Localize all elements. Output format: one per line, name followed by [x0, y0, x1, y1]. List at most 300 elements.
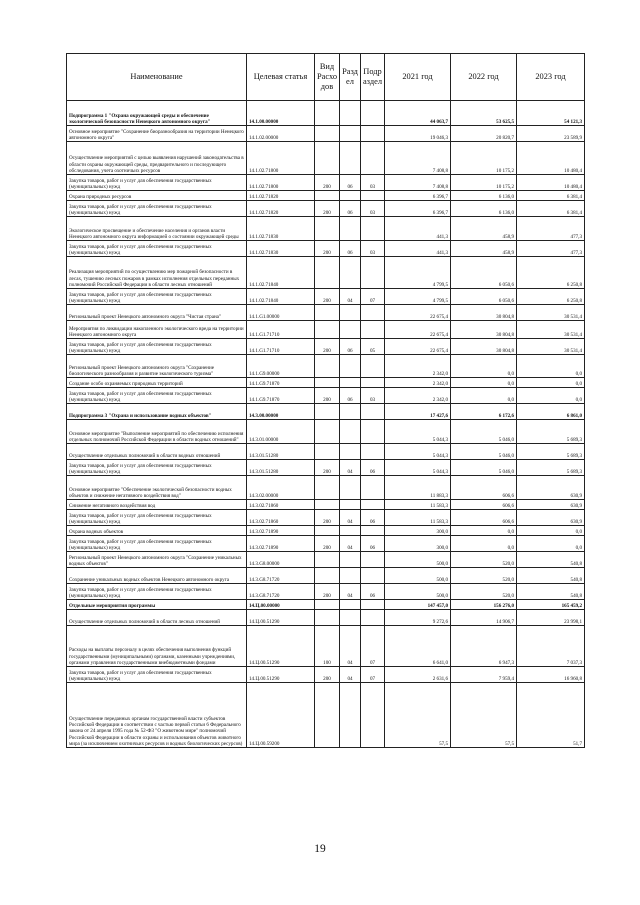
row-section [340, 444, 361, 460]
row-subsection [361, 568, 385, 584]
row-amount-2023: 51,7 [517, 683, 585, 748]
row-section [340, 600, 361, 610]
row-subsection [361, 217, 385, 241]
row-amount-2023: 5 689,3 [517, 444, 585, 460]
row-amount-2021: 6 396,7 [385, 191, 451, 201]
row-section [340, 355, 361, 378]
row-amount-2022: 6 947,3 [451, 626, 517, 667]
row-amount-2022: 14 906,7 [451, 610, 517, 626]
row-expense-type [315, 217, 340, 241]
row-name: Закупка товаров, работ и услуг для обеспечения государственных (муниципальных) нужд [67, 241, 247, 257]
row-name: Реализация мероприятий по осуществлению мер пожарной безопасности в лесах, тушению лесных пожаров в рамках исполнения отдельных переданных полномочий Российской Федерации в области лесных отношений [67, 257, 247, 289]
row-name: Основное мероприятие "Выполнение мероприятий по обеспечению исполнения отдельных полномочий Российской Федерации в области водных отношений" [67, 420, 247, 444]
row-section: 04 [340, 626, 361, 667]
row-amount-2022: 57,5 [451, 683, 517, 748]
row-section: 06 [340, 201, 361, 217]
row-subsection [361, 476, 385, 500]
row-name: Подпрограмма 3 "Охрана и использование водных объектов" [67, 404, 247, 420]
row-amount-2022: 30 804,8 [451, 321, 517, 339]
row-expense-type [315, 420, 340, 444]
row-expense-type [315, 378, 340, 388]
row-subsection [361, 420, 385, 444]
row-amount-2022: 606,6 [451, 510, 517, 526]
table-row [67, 101, 585, 126]
row-expense-type [315, 500, 340, 510]
row-amount-2021: 11 583,3 [385, 500, 451, 510]
row-expense-type [315, 683, 340, 748]
row-amount-2022: 520,0 [451, 568, 517, 584]
row-target-article: 14.1.02.00000 [247, 126, 315, 142]
row-amount-2021: 11 583,3 [385, 510, 451, 526]
row-expense-type [315, 444, 340, 460]
row-subsection: 03 [361, 201, 385, 217]
table-row [67, 460, 585, 476]
row-amount-2022: 7 959,4 [451, 667, 517, 683]
row-amount-2022: 5 046,0 [451, 444, 517, 460]
row-amount-2021: 4 799,5 [385, 289, 451, 305]
table-row [67, 378, 585, 388]
row-amount-2023: 630,9 [517, 510, 585, 526]
row-section [340, 191, 361, 201]
row-amount-2023: 5 689,3 [517, 460, 585, 476]
row-expense-type [315, 355, 340, 378]
row-name: Мероприятия по ликвидации накопленного экологического вреда на территории Ненецкого автономного округа [67, 321, 247, 339]
table-row [67, 142, 585, 175]
row-expense-type [315, 142, 340, 175]
row-name: Закупка товаров, работ и услуг для обеспечения государственных (муниципальных) нужд [67, 339, 247, 355]
row-name: Сохранение уникальных водных объектов Ненецкого автономного округа [67, 568, 247, 584]
row-target-article: 14.1.02.71840 [247, 257, 315, 289]
row-target-article: 14.Ц.00.51290 [247, 610, 315, 626]
row-name: Закупка товаров, работ и услуг для обеспечения государственных (муниципальных) нужд [67, 175, 247, 191]
row-amount-2023: 477,3 [517, 217, 585, 241]
row-amount-2022: 10 175,2 [451, 175, 517, 191]
row-section [340, 142, 361, 175]
table-row [67, 683, 585, 748]
row-target-article: 14.Ц.00.59200 [247, 683, 315, 748]
row-amount-2023: 6 250,8 [517, 289, 585, 305]
row-amount-2021: 300,0 [385, 536, 451, 552]
row-amount-2022: 5 046,0 [451, 420, 517, 444]
table-row [67, 355, 585, 378]
row-amount-2022: 20 820,7 [451, 126, 517, 142]
row-section [340, 305, 361, 321]
row-target-article: 14.Ц.00.00000 [247, 600, 315, 610]
row-amount-2023: 0,0 [517, 378, 585, 388]
row-expense-type [315, 404, 340, 420]
row-amount-2021: 22 675,4 [385, 339, 451, 355]
row-subsection [361, 526, 385, 536]
header-year-2021: 2021 год [385, 54, 451, 101]
row-amount-2023: 630,9 [517, 476, 585, 500]
row-target-article: 14.1.G9.71870 [247, 378, 315, 388]
row-subsection [361, 191, 385, 201]
row-amount-2021: 2 342,0 [385, 355, 451, 378]
row-expense-type [315, 126, 340, 142]
row-amount-2023: 30 531,4 [517, 339, 585, 355]
row-amount-2022: 30 804,8 [451, 305, 517, 321]
row-amount-2022: 520,0 [451, 584, 517, 600]
table-row [67, 626, 585, 667]
row-subsection: 07 [361, 289, 385, 305]
row-section: 04 [340, 584, 361, 600]
row-amount-2023: 630,9 [517, 500, 585, 510]
row-name: Снижение негативного воздействия вод [67, 500, 247, 510]
row-amount-2022: 6 050,6 [451, 289, 517, 305]
row-amount-2022: 0,0 [451, 388, 517, 404]
page-number: 19 [314, 843, 326, 855]
row-amount-2021: 2 631,6 [385, 667, 451, 683]
row-target-article: 14.1.02.71830 [247, 217, 315, 241]
row-amount-2022: 6 172,6 [451, 404, 517, 420]
row-section [340, 552, 361, 568]
row-name: Охрана природных ресурсов [67, 191, 247, 201]
row-target-article: 14.3.02.71890 [247, 536, 315, 552]
table-row [67, 241, 585, 257]
table-row [67, 404, 585, 420]
row-section [340, 476, 361, 500]
row-target-article: 14.1.G9.71870 [247, 388, 315, 404]
table-row [67, 526, 585, 536]
table-row [67, 536, 585, 552]
budget-table-wrapper [66, 53, 585, 748]
row-amount-2022: 6 050,6 [451, 257, 517, 289]
row-name: Региональный проект Ненецкого автономного округа "Сохранение биологического разнообразия и развитие экологического туризма" [67, 355, 247, 378]
row-target-article: 14.1.02.71830 [247, 241, 315, 257]
row-expense-type [315, 600, 340, 610]
row-amount-2023: 6 381,4 [517, 191, 585, 201]
table-row [67, 552, 585, 568]
row-amount-2023: 540,8 [517, 568, 585, 584]
row-subsection: 03 [361, 241, 385, 257]
row-target-article: 14.1.02.71820 [247, 191, 315, 201]
row-subsection [361, 552, 385, 568]
row-amount-2021: 4 799,5 [385, 257, 451, 289]
row-name: Охрана водных объектов [67, 526, 247, 536]
row-expense-type: 200 [315, 510, 340, 526]
table-row [67, 339, 585, 355]
row-amount-2023: 10 480,4 [517, 175, 585, 191]
row-amount-2023: 6 381,4 [517, 201, 585, 217]
row-expense-type: 200 [315, 339, 340, 355]
row-amount-2023: 54 121,3 [517, 101, 585, 126]
row-amount-2023: 477,3 [517, 241, 585, 257]
row-expense-type: 200 [315, 460, 340, 476]
table-row [67, 217, 585, 241]
table-row [67, 568, 585, 584]
row-amount-2023: 165 459,2 [517, 600, 585, 610]
table-row [67, 584, 585, 600]
row-subsection [361, 500, 385, 510]
row-name: Подпрограмма 1 "Охрана окружающей среды и обеспечение экологической безопасности Ненецкого автономного округа" [67, 101, 247, 126]
row-section [340, 526, 361, 536]
row-section [340, 683, 361, 748]
row-amount-2023: 30 531,4 [517, 321, 585, 339]
row-expense-type: 200 [315, 289, 340, 305]
row-expense-type: 100 [315, 626, 340, 667]
row-target-article: 14.3.02.00000 [247, 476, 315, 500]
row-subsection [361, 610, 385, 626]
table-row [67, 444, 585, 460]
row-name: Осуществление переданных органам государственной власти субъектов Российской Федерации в соответствии с частью первой статьи 6 Федерального закона от 24 апреля 1995 года № 52-ФЗ "О животном мире" полномочий Российской Федерации в области охраны и использования объектов животного мира (за исключением охотничьих ресурсов и водных биологических ресурсов) [67, 683, 247, 748]
row-amount-2021: 500,0 [385, 552, 451, 568]
row-amount-2023: 10 480,4 [517, 142, 585, 175]
row-amount-2021: 22 675,4 [385, 321, 451, 339]
row-name: Создание особо охраняемых природных территорий [67, 378, 247, 388]
table-header-row [67, 54, 585, 101]
row-subsection [361, 355, 385, 378]
table-row [67, 257, 585, 289]
row-expense-type [315, 610, 340, 626]
row-name: Закупка товаров, работ и услуг для обеспечения государственных (муниципальных) нужд [67, 584, 247, 600]
row-section: 04 [340, 460, 361, 476]
row-amount-2021: 5 044,3 [385, 420, 451, 444]
header-name: Наименование [67, 54, 247, 101]
row-target-article: 14.3.01.51280 [247, 444, 315, 460]
row-amount-2021: 300,0 [385, 526, 451, 536]
row-amount-2023: 540,8 [517, 552, 585, 568]
row-amount-2023: 23 998,1 [517, 610, 585, 626]
row-amount-2022: 0,0 [451, 536, 517, 552]
row-target-article: 14.1.G1.00000 [247, 305, 315, 321]
row-amount-2023: 0,0 [517, 526, 585, 536]
row-section [340, 500, 361, 510]
row-section: 06 [340, 388, 361, 404]
table-row [67, 388, 585, 404]
table-row [67, 175, 585, 191]
row-name: Закупка товаров, работ и услуг для обеспечения государственных (муниципальных) нужд [67, 460, 247, 476]
row-expense-type [315, 321, 340, 339]
row-amount-2022: 6 136,0 [451, 191, 517, 201]
row-subsection: 07 [361, 626, 385, 667]
row-section [340, 126, 361, 142]
row-name: Закупка товаров, работ и услуг для обеспечения государственных (муниципальных) нужд [67, 289, 247, 305]
row-target-article: 14.1.02.71820 [247, 201, 315, 217]
row-amount-2021: 2 342,0 [385, 388, 451, 404]
row-target-article: 14.3.02.71890 [247, 526, 315, 536]
row-section: 04 [340, 667, 361, 683]
row-subsection [361, 142, 385, 175]
row-target-article: 14.1.02.71800 [247, 175, 315, 191]
row-amount-2021: 7 408,8 [385, 142, 451, 175]
row-name: Закупка товаров, работ и услуг для обеспечения государственных (муниципальных) нужд [67, 201, 247, 217]
row-subsection [361, 444, 385, 460]
row-name: Закупка товаров, работ и услуг для обеспечения государственных (муниципальных) нужд [67, 536, 247, 552]
row-subsection: 06 [361, 460, 385, 476]
row-amount-2022: 458,9 [451, 241, 517, 257]
row-expense-type [315, 476, 340, 500]
budget-table [66, 53, 585, 748]
table-row [67, 305, 585, 321]
row-amount-2021: 22 675,4 [385, 305, 451, 321]
row-amount-2023: 23 589,9 [517, 126, 585, 142]
row-target-article: 14.1.02.71800 [247, 142, 315, 175]
row-target-article: 14.1.G1.71710 [247, 321, 315, 339]
table-row [67, 126, 585, 142]
row-amount-2021: 500,0 [385, 568, 451, 584]
row-amount-2021: 9 272,6 [385, 610, 451, 626]
row-expense-type [315, 257, 340, 289]
row-target-article: 14.1.G1.71710 [247, 339, 315, 355]
row-target-article: 14.1.00.00000 [247, 101, 315, 126]
header-subsection: Подр аздел [361, 54, 385, 101]
row-section: 04 [340, 536, 361, 552]
row-target-article: 14.3.01.51280 [247, 460, 315, 476]
row-amount-2023: 540,8 [517, 584, 585, 600]
row-section [340, 321, 361, 339]
row-subsection: 03 [361, 175, 385, 191]
row-target-article: 14.1.G9.00000 [247, 355, 315, 378]
table-row [67, 289, 585, 305]
table-row [67, 476, 585, 500]
row-amount-2021: 7 408,8 [385, 175, 451, 191]
row-section [340, 257, 361, 289]
table-row [67, 600, 585, 610]
header-expense-type: Вид Расхо дов [315, 54, 340, 101]
row-section [340, 404, 361, 420]
row-section: 04 [340, 289, 361, 305]
row-subsection [361, 600, 385, 610]
row-amount-2021: 57,5 [385, 683, 451, 748]
table-row [67, 420, 585, 444]
table-row [67, 667, 585, 683]
row-expense-type [315, 568, 340, 584]
row-target-article: 14.3.G8.71720 [247, 584, 315, 600]
row-name: Основное мероприятие "Обеспечение экологической безопасности водных объектов и снижение негативного воздействия вод" [67, 476, 247, 500]
row-amount-2023: 0,0 [517, 388, 585, 404]
row-amount-2021: 441,3 [385, 217, 451, 241]
row-section [340, 378, 361, 388]
row-name: Региональный проект Ненецкого автономного округа "Сохранение уникальных водных объектов" [67, 552, 247, 568]
row-subsection [361, 257, 385, 289]
row-amount-2022: 0,0 [451, 355, 517, 378]
row-expense-type [315, 191, 340, 201]
row-name: Экологическое просвещение и обеспечение населения и органов власти Ненецкого автономного округа информацией о состоянии окружающей среды [67, 217, 247, 241]
row-name: Закупка товаров, работ и услуг для обеспечения государственных (муниципальных) нужд [67, 667, 247, 683]
table-row [67, 201, 585, 217]
row-section [340, 610, 361, 626]
table-row [67, 610, 585, 626]
table-row [67, 191, 585, 201]
row-expense-type: 200 [315, 241, 340, 257]
row-expense-type: 200 [315, 536, 340, 552]
row-target-article: 14.3.00.00000 [247, 404, 315, 420]
row-expense-type: 200 [315, 584, 340, 600]
table-row [67, 510, 585, 526]
header-target-article: Целевая статья [247, 54, 315, 101]
row-expense-type: 200 [315, 175, 340, 191]
row-section [340, 217, 361, 241]
row-amount-2022: 156 276,0 [451, 600, 517, 610]
row-expense-type: 200 [315, 667, 340, 683]
row-target-article: 14.Ц.00.51290 [247, 626, 315, 667]
row-amount-2021: 19 046,3 [385, 126, 451, 142]
row-subsection: 06 [361, 536, 385, 552]
row-name: Отдельные мероприятия программы [67, 600, 247, 610]
row-name: Основное мероприятие "Сохранение биоразнообразия на территории Ненецкого автономного округа" [67, 126, 247, 142]
header-section: Разд ел [340, 54, 361, 101]
row-subsection [361, 404, 385, 420]
row-expense-type [315, 526, 340, 536]
row-amount-2021: 11 883,3 [385, 476, 451, 500]
row-amount-2022: 5 046,0 [451, 460, 517, 476]
row-subsection [361, 683, 385, 748]
row-name: Региональный проект Ненецкого автономного округа "Чистая страна" [67, 305, 247, 321]
row-expense-type [315, 305, 340, 321]
row-amount-2022: 0,0 [451, 378, 517, 388]
row-amount-2021: 17 427,6 [385, 404, 451, 420]
row-amount-2022: 10 175,2 [451, 142, 517, 175]
row-amount-2023: 30 531,4 [517, 305, 585, 321]
row-amount-2021: 5 044,3 [385, 460, 451, 476]
row-name: Осуществление отдельных полномочий в области водных отношений [67, 444, 247, 460]
row-amount-2022: 0,0 [451, 526, 517, 536]
row-subsection: 03 [361, 388, 385, 404]
table-body [67, 101, 585, 748]
row-section [340, 101, 361, 126]
row-amount-2022: 458,9 [451, 217, 517, 241]
row-subsection: 07 [361, 667, 385, 683]
row-section: 06 [340, 175, 361, 191]
row-amount-2021: 6 641,0 [385, 626, 451, 667]
row-amount-2023: 7 037,3 [517, 626, 585, 667]
header-year-2022: 2022 год [451, 54, 517, 101]
row-section: 06 [340, 241, 361, 257]
row-amount-2023: 16 960,8 [517, 667, 585, 683]
row-target-article: 14.1.02.71840 [247, 289, 315, 305]
row-amount-2021: 2 342,0 [385, 378, 451, 388]
row-subsection [361, 305, 385, 321]
table-row [67, 321, 585, 339]
row-target-article: 14.3.G8.00000 [247, 552, 315, 568]
row-target-article: 14.Ц.00.51290 [247, 667, 315, 683]
row-subsection [361, 321, 385, 339]
row-name: Закупка товаров, работ и услуг для обеспечения государственных (муниципальных) нужд [67, 388, 247, 404]
row-subsection: 06 [361, 584, 385, 600]
row-amount-2021: 500,0 [385, 584, 451, 600]
row-section [340, 420, 361, 444]
row-subsection: 06 [361, 510, 385, 526]
row-expense-type [315, 552, 340, 568]
row-section [340, 568, 361, 584]
row-amount-2021: 441,3 [385, 241, 451, 257]
row-expense-type: 200 [315, 388, 340, 404]
row-amount-2022: 606,6 [451, 476, 517, 500]
row-name: Расходы на выплаты персоналу в целях обеспечения выполнения функций государственными (муниципальными) органами, казенными учреждениями, органами управления государственными внебюджетными фондами [67, 626, 247, 667]
row-subsection [361, 126, 385, 142]
row-amount-2021: 5 044,3 [385, 444, 451, 460]
row-section: 06 [340, 339, 361, 355]
row-amount-2022: 6 136,0 [451, 201, 517, 217]
table-row [67, 500, 585, 510]
row-target-article: 14.3.02.71860 [247, 510, 315, 526]
row-amount-2023: 6 250,8 [517, 257, 585, 289]
row-subsection [361, 101, 385, 126]
row-subsection: 05 [361, 339, 385, 355]
row-amount-2023: 0,0 [517, 355, 585, 378]
row-amount-2022: 520,0 [451, 552, 517, 568]
row-target-article: 14.3.02.71860 [247, 500, 315, 510]
row-target-article: 14.3.01.00000 [247, 420, 315, 444]
row-amount-2022: 30 804,8 [451, 339, 517, 355]
row-amount-2022: 606,6 [451, 500, 517, 510]
row-amount-2023: 6 861,0 [517, 404, 585, 420]
row-amount-2021: 44 063,7 [385, 101, 451, 126]
row-name: Осуществление отдельных полномочий в области лесных отношений [67, 610, 247, 626]
row-amount-2023: 0,0 [517, 536, 585, 552]
row-amount-2021: 147 457,0 [385, 600, 451, 610]
row-section: 04 [340, 510, 361, 526]
